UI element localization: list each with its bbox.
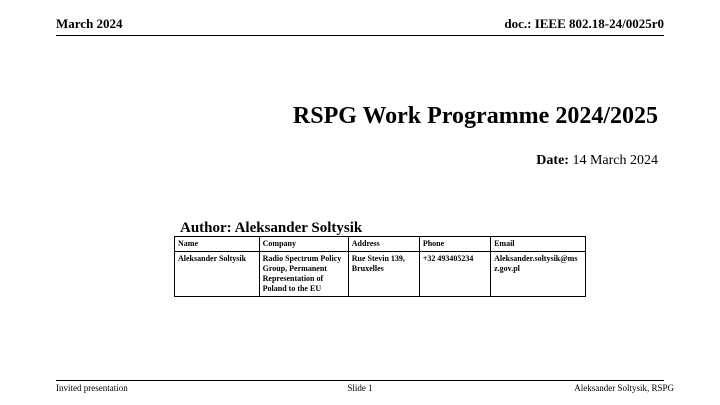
- author-heading: Author: Aleksander Soltysik: [180, 220, 363, 236]
- footer-left-text: Invited presentation: [56, 383, 128, 393]
- date-value: 14 March 2024: [572, 153, 658, 168]
- table-row: [175, 252, 586, 297]
- column-header-address: Address: [348, 237, 419, 252]
- header-date: March 2024: [56, 16, 123, 31]
- author-table-header-row: [175, 237, 586, 252]
- cell-address: Rue Stevin 139, Bruxelles: [348, 252, 419, 297]
- column-header-company: Company: [259, 237, 348, 252]
- header-doc-id: doc.: IEEE 802.18-24/0025r0: [504, 16, 664, 31]
- column-header-name: Name: [175, 237, 260, 252]
- header-divider: [56, 35, 664, 36]
- slide-title: RSPG Work Programme 2024/2025: [292, 103, 658, 129]
- column-header-email: Email: [491, 237, 586, 252]
- slide-date: [536, 153, 658, 169]
- slide-number: Slide 1: [347, 383, 373, 393]
- cell-email: Aleksander.soltysik@msz.gov.pl: [491, 252, 586, 297]
- column-header-phone: Phone: [419, 237, 490, 252]
- author-table: [174, 236, 586, 297]
- cell-company: Radio Spectrum Policy Group, Permanent Representation of Poland to the EU: [259, 252, 348, 297]
- cell-phone: +32 493405234: [419, 252, 490, 297]
- footer-right-text: Aleksander Soltysik, RSPG: [574, 383, 674, 393]
- cell-name: Aleksander Soltysik: [175, 252, 260, 297]
- footer-divider: [56, 380, 664, 381]
- date-label: Date:: [536, 153, 569, 168]
